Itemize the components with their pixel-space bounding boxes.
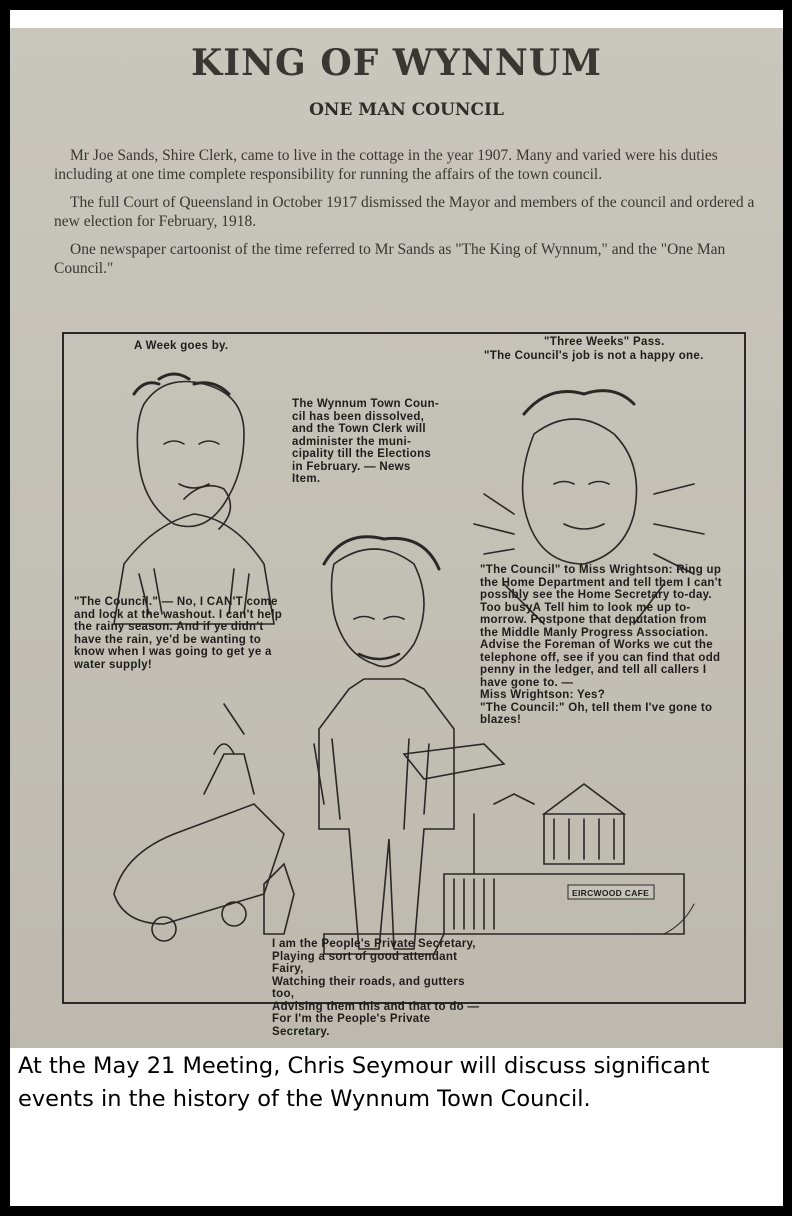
article-title: KING OF WYNNUM — [191, 42, 602, 84]
intro-paragraph-1: Mr Joe Sands, Shire Clerk, came to live in the cottage in the year 1907. Many and varied were his duties including at one time complete responsibility for running the affairs of the town council. — [54, 147, 718, 183]
cartoon-panel — [62, 332, 746, 1038]
caption-three-weeks: "Three Weeks" Pass. — [544, 336, 665, 348]
caption-council-job: "The Council's job is not a happy one. — [484, 350, 704, 362]
article-subtitle: ONE MAN COUNCIL — [309, 100, 504, 120]
roller-machine-drawing — [114, 704, 294, 941]
intro-paragraph-3: One newspaper cartoonist of the time referred to Mr Sands as "The King of Wynnum," and the "One Man Council." — [54, 241, 726, 277]
footer-caption-text: At the May 21 Meeting, Chris Seymour will discuss significant events in the history of the Wynnum Town Council. — [18, 1053, 710, 1112]
worried-man-drawing — [114, 374, 274, 624]
caption-footer — [10, 1048, 783, 1206]
verse-caption: I am the People's Private Secretary, Playing a sort of good attendant Fairy, Watching their roads, and gutters too, Advising them this and that to do — For I'm the People's Private Secretary. — [272, 938, 480, 1038]
cafe-building-drawing — [444, 784, 694, 934]
intro-paragraph-2: The full Court of Queensland in October 1917 dismissed the Mayor and members of the council and ordered a new election for February, 1918. — [54, 194, 755, 230]
miss-wrightson-caption: "The Council" to Miss Wrightson: Ring up the Home Department and tell them I can't possibly see the Home Secretary to-day. Too busyA Tell him to look me up to- morrow. Postpone that deputation from the Middle Manly Progress Association. Advise the Foreman of Works we cut the telephone off, see if you can find that odd penny in the ledger, and tell all callers I have gone to. — Miss Wrightson: Yes? "The Council:" Oh, tell them I've gone to blazes! — [480, 564, 722, 726]
cafe-sign: EIRCWOOD CAFE — [572, 888, 650, 898]
news-item-caption: The Wynnum Town Coun- cil has been dissolved, and the Town Clerk will administer the muni- cipality till the Elections in February. — News Item. — [292, 398, 440, 485]
caption-week: A Week goes by. — [134, 340, 229, 352]
council-washout-caption: "The Council." — No, I CAN'T come and look at the washout. I can't help the rainy season. And if ye didn't have the rain, ye'd be wanting to know when I was going to get ye a water supply! — [74, 596, 283, 671]
newsletter-page — [10, 28, 783, 1048]
town-clerk-figure — [314, 537, 504, 954]
